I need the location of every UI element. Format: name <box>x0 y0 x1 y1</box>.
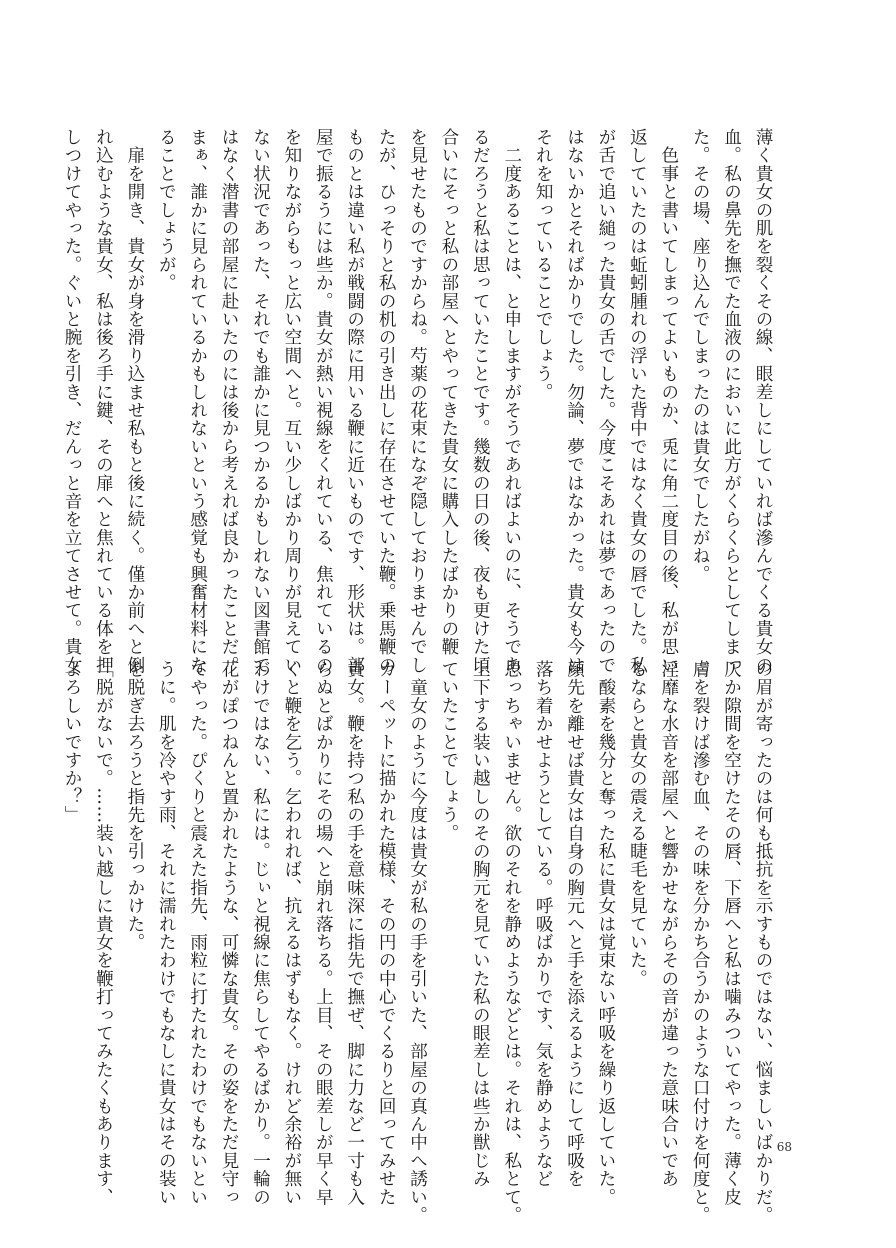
page-number: 68 <box>776 1140 792 1154</box>
bottom-text-block: の眉が寄ったのは何も抵抗を示すものではない、悩ましいばかりだ。 仄か隙間を空けたその唇、下唇へと私は噛みついてやった。薄く皮 膚を裂けば滲む血、その味を分かち合うかのような口付けを何度と。 淫靡な水音を部屋へと響かせながらその音が違った意味合いであ るならと貴女の震える睫毛を見ていた。 酸素を幾分と奪った私に貴女は覚束ない呼吸を繰り返していた。 顔先を離せば貴女は自身の胸元へと手を添えるようにして呼吸を 落ち着かせようとしている。呼吸ばかりです、気を静めようなど 思っちゃいません。欲のそれを静めようなどとは。それは、私とて。 上下する装い越しのその胸元を見ていた私の眼差しは些か獣じみ ていたことでしょう。 童女のように今度は貴女が私の手を引いた、部屋の真ん中へ誘い。 カーペットに描かれた模様、その円の中心でくるりと回ってみせた 貴女。鞭を持つ私の手を意味深に指先で撫ぜ、脚に力など一寸も入 らぬとばかりにその場へと崩れ落ちる。上目、その眼差しが早く早 くと鞭を乞う。乞われれば、抗えるはずもなく。けれど余裕が無い わけではない、私には。じぃと視線に焦らしてやるばかり。一輪の 花がぽつねんと置かれたような、可憐な貴女。その姿をただ見守っ てやった。ぴくりと震えた指先、雨粒に打たれたわけでもないとい うに。肌を冷やす雨、それに濡れたわけでもなしに貴女はその装い を脱ぎ去ろうと指先を引っかけた。 「脱がないで。……装い越しに貴女を鞭打ってみたくもあります、 よろしいですか？」 <box>62 660 773 1225</box>
top-text-block: 薄く貴女の肌を裂くその線、眼差しにしていれば滲んでくる貴女の 血。私の鼻先を撫でた血液のにおいに此方がくらくらとしてしまっ た。その場、座り込んでしまったのは貴女でしたがね。 色事と書いてしまってよいものか、兎に角二度目の後、私が思い 返していたのは蚯蚓腫れの浮いた背中ではなく貴女の唇でした。私 が舌で追い縋った貴女の舌でした。今度こそあれは夢であったので はないかとそればかりでした。勿論、夢ではなかった。貴女も今は それを知っていることでしょう。 二度あることは、と申しますがそうであればよいのに、そうであ るだろうと私は思っていたことです。幾数の日の後、夜も更けた頃 合いにそっと私の部屋へとやってきた貴女に購入したばかりの鞭 を見せたものですからね。芍薬の花束になぞ隠しておりませんでし たが、ひっそりと私の机の引き出しに存在させていた鞭。乗馬鞭の ものとは違い私が戦闘の際に用いる鞭に近いものです、形状は。部 屋で振るうには些か。貴女が熱い視線をくれている、焦れているの を知りながらもっと広い空間へと。互い少しばかり周りが見えてい ない状況であった、それでも誰かに見つかるかもしれない図書館で はなく潜書の部屋に赴いたのには後から考えれば良かったことだ。 まぁ、誰かに見られているかもしれないという感覚も興奮材料にな ることでしょうが。 扉を開き、貴女が身を滑り込ませ私もと後に続く。僅か前へと倒 れ込むような貴女、私は後ろ手に鍵、その扉へと焦れている体を押 しつけてやった。ぐいと腕を引き、だんっと音を立てさせて。貴女 <box>62 128 773 674</box>
